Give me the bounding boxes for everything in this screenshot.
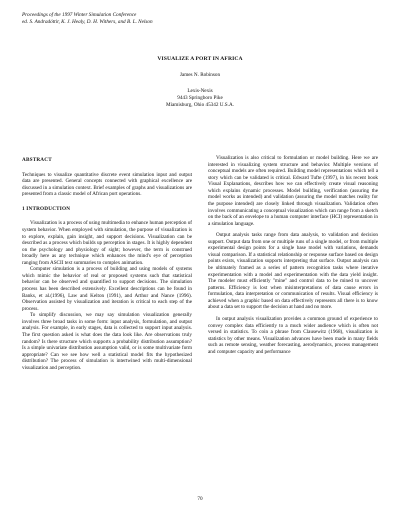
intro-paragraph-2: Computer simulation is a process of building and using models of systems which mimic the behavior of real or proposed systems such that statistical behavior can be observed and quantified to support decisions. The simulation process has been described extensively. Excellent descriptions can be found in Banks, et al.(1996), Law and Kelton (1991), and Arthur and Nance (1996). Observation assisted by visualization and iteration is critical to each step of the process. [22, 266, 192, 312]
conference-line: Proceedings of the 1997 Winter Simulation Conference [22, 12, 137, 18]
paper-title: VISUALIZE A PORT IN AFRICA [157, 56, 243, 62]
editors-line: ed. S. Andradóttir, K. J. Healy, D. H. Withers, and B. L. Nelson [22, 18, 153, 25]
running-header [22, 12, 382, 25]
body-paragraph-2: Output analysis tasks range from data analysis, to validation and decision support. Output data from one or multiple runs of a single model, or from multiple experimental design points for a single base model with variations, demands visual comparison. If a statistical relationship or response surface based on design points exists, visualization supports interpreting that surface. Output analysis can be ultimately framed as a series of pattern recognition tasks where iterative experimentation with a model and experimentation with the data yield insight. The modeler must efficiently "mine" and control data to be mined to uncover patterns. Efficiency is lost when misinterpretations of data cause errors in formulation, data interpretation or communication of results. Visual efficiency is achieved when a graphic based on data effectively represents all there is to know about a data set to support the decision at hand and no more. [208, 232, 378, 311]
right-column [208, 155, 378, 355]
author-name: James N. Robinson [179, 72, 221, 78]
page-number: 70 [197, 496, 203, 502]
introduction-heading: 1 INTRODUCTION [22, 205, 71, 212]
left-column [22, 157, 192, 371]
author-address-1: 9443 Springboro Pike [177, 95, 223, 101]
author-address-2: Miamisburg, Ohio 45342 U.S.A. [165, 102, 235, 108]
body-paragraph-1: Visualization is also critical to formulation or model building. Here we are interested in visualizing system structure and behavior. Multiple versions of conceptual models are often required. Building model representations which tell a story which can be validated is critical. Edward Tufte (1997), in his recent book Visual Explanations, describes how we can effectively create visual reasoning which explains dynamic processes. Model building, verification (assuring the model works as intended) and validation (assuring the model matches reality for the purpose intended) are closely linked through visualization. Validation often involves communicating a conceptual visualization which can range from a sketch on the back of an envelope to a human computer interface (HCI) representation in a simulation language. [208, 155, 378, 227]
body-paragraph-3: In output analysis visualization provides a common ground of experience to convey complex data efficiently to a much wider audience which is often not versed in statistics. To coin a phrase from Clausewitz (1968), visualization is statistics by other means. Visualization advances have been made in many fields such as remote sensing, weather forecasting, aerodynamics, process management and computer capacity and performance [208, 315, 378, 355]
intro-paragraph-1: Visualization is a process of using multimedia to enhance human perception of system behavior. When employed with simulation, the purpose of visualization is to explore, explain, gain insight, and support decisions. Visualization can be described as a process which builds up perception in stages. It is highly dependent on the psychology and physiology of sight; however, the term is construed broadly here as any technique which enhances the mind's eye of perception ranging from ASCII text summaries to complex animation. [22, 220, 193, 266]
abstract-text: Techniques to visualize quantitative discrete event simulation input and output data are presented. General concepts connected with graphical excellence are discussed in a simulation context. Brief examples of graphs and visualizations are presented from a classic model of African port operations. [22, 171, 192, 198]
author-affiliation: Lexis-Nexis [187, 88, 213, 94]
abstract-heading: ABSTRACT [22, 157, 52, 163]
intro-paragraph-3: To simplify discussion, we may say simulation visualization generally involves three broad tasks in some form: input analysis, formulation, and output analysis. For example, in early stages, data is collected to support input analysis. The first question asked is what does the data look like. Are observations truly random? Is there structure which supports a probability distribution assumption? Is a simple univariate distribution assumption valid, or is some multivariate form appropriate? Can we see how well a statistical model fits the hypothesized distribution? The process of simulation is intertwined with multi-dimensional visualization and perception. [22, 312, 192, 371]
